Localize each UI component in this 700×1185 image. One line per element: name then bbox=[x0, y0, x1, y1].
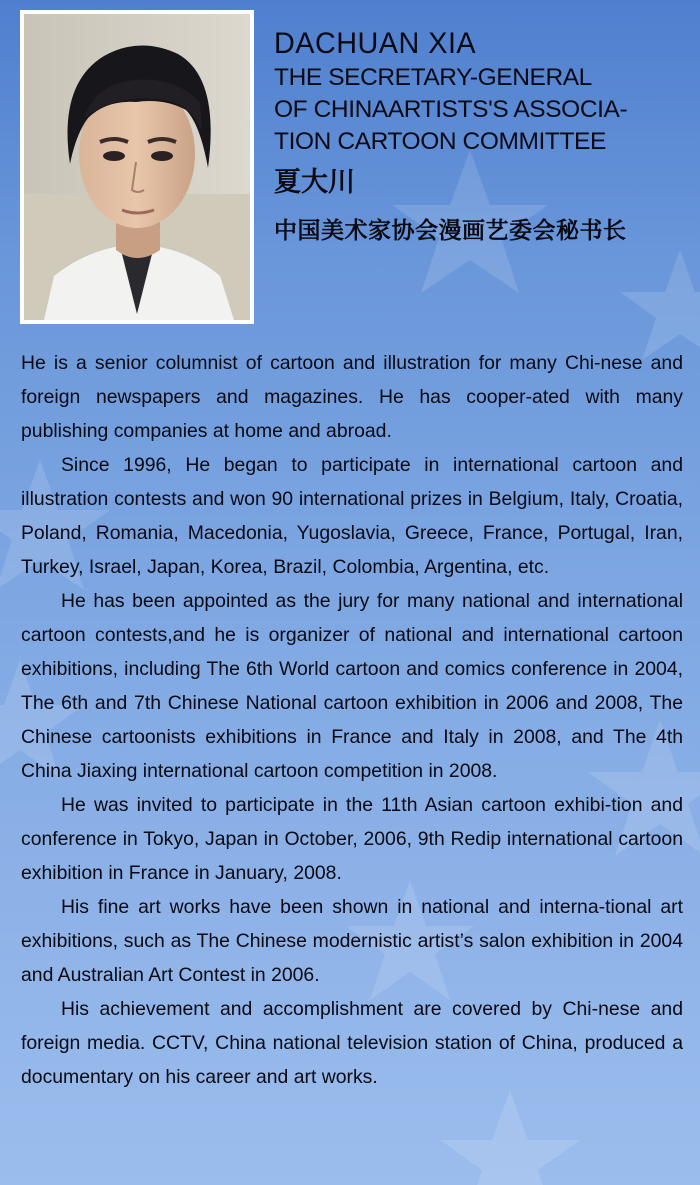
profile-header bbox=[274, 22, 694, 246]
name-chinese: 夏大川 bbox=[274, 167, 355, 198]
bio-paragraph-4: He was invited to participate in the 11th Asian cartoon exhibi-tion and conference in Tokyo, Japan in October, 2006, 9th Redip international cartoon exhibition in France in January, 2008. bbox=[21, 794, 683, 884]
biography bbox=[21, 346, 683, 1094]
name-english: DACHUAN XIA bbox=[274, 27, 477, 60]
portrait-photo-frame bbox=[20, 10, 254, 324]
bio-paragraph-3: He has been appointed as the jury for many national and international cartoon contests,and he is organizer of national and international cartoon exhibitions, including The 6th World cartoon and comics conference in 2004, The 6th and 7th Chinese National cartoon exhibition in 2006 and 2008, The Chinese cartoonists exhibitions in France and Italy in 2008, and The 4th China Jiaxing international cartoon competition in 2008. bbox=[21, 590, 683, 782]
title-chinese: 中国美术家协会漫画艺委会秘书长 bbox=[274, 217, 627, 244]
star-shape bbox=[440, 1090, 580, 1185]
title-english-line-3: TION CARTOON COMMITTEE bbox=[274, 128, 606, 155]
title-english-line-1: THE SECRETARY-GENERAL bbox=[274, 64, 592, 91]
bio-paragraph-6: His achievement and accomplishment are covered by Chi-nese and foreign media. CCTV, China national television station of China, produced a documentary on his career and art works. bbox=[21, 998, 683, 1088]
title-english-line-2: OF CHINAARTISTS'S ASSOCIA- bbox=[274, 96, 628, 123]
bio-paragraph-2: Since 1996, He began to participate in international cartoon and illustration contests and won 90 international prizes in Belgium, Italy, Croatia, Poland, Romania, Macedonia, Yugoslavia, Greece, France, Portugal, Iran, Turkey, Israel, Japan, Korea, Brazil, Colombia, Argentina, etc. bbox=[21, 454, 683, 578]
bio-paragraph-5: His fine art works have been shown in national and interna-tional art exhibitions, such as The Chinese modernistic artist’s salon exhibition in 2004 and Australian Art Contest in 2006. bbox=[21, 896, 683, 986]
bio-paragraph-1: He is a senior columnist of cartoon and illustration for many Chi-nese and foreign newspapers and magazines. He has cooper-ated with many publishing companies at home and abroad. bbox=[21, 352, 683, 442]
portrait-photo bbox=[24, 14, 250, 320]
star-shape bbox=[620, 250, 700, 360]
